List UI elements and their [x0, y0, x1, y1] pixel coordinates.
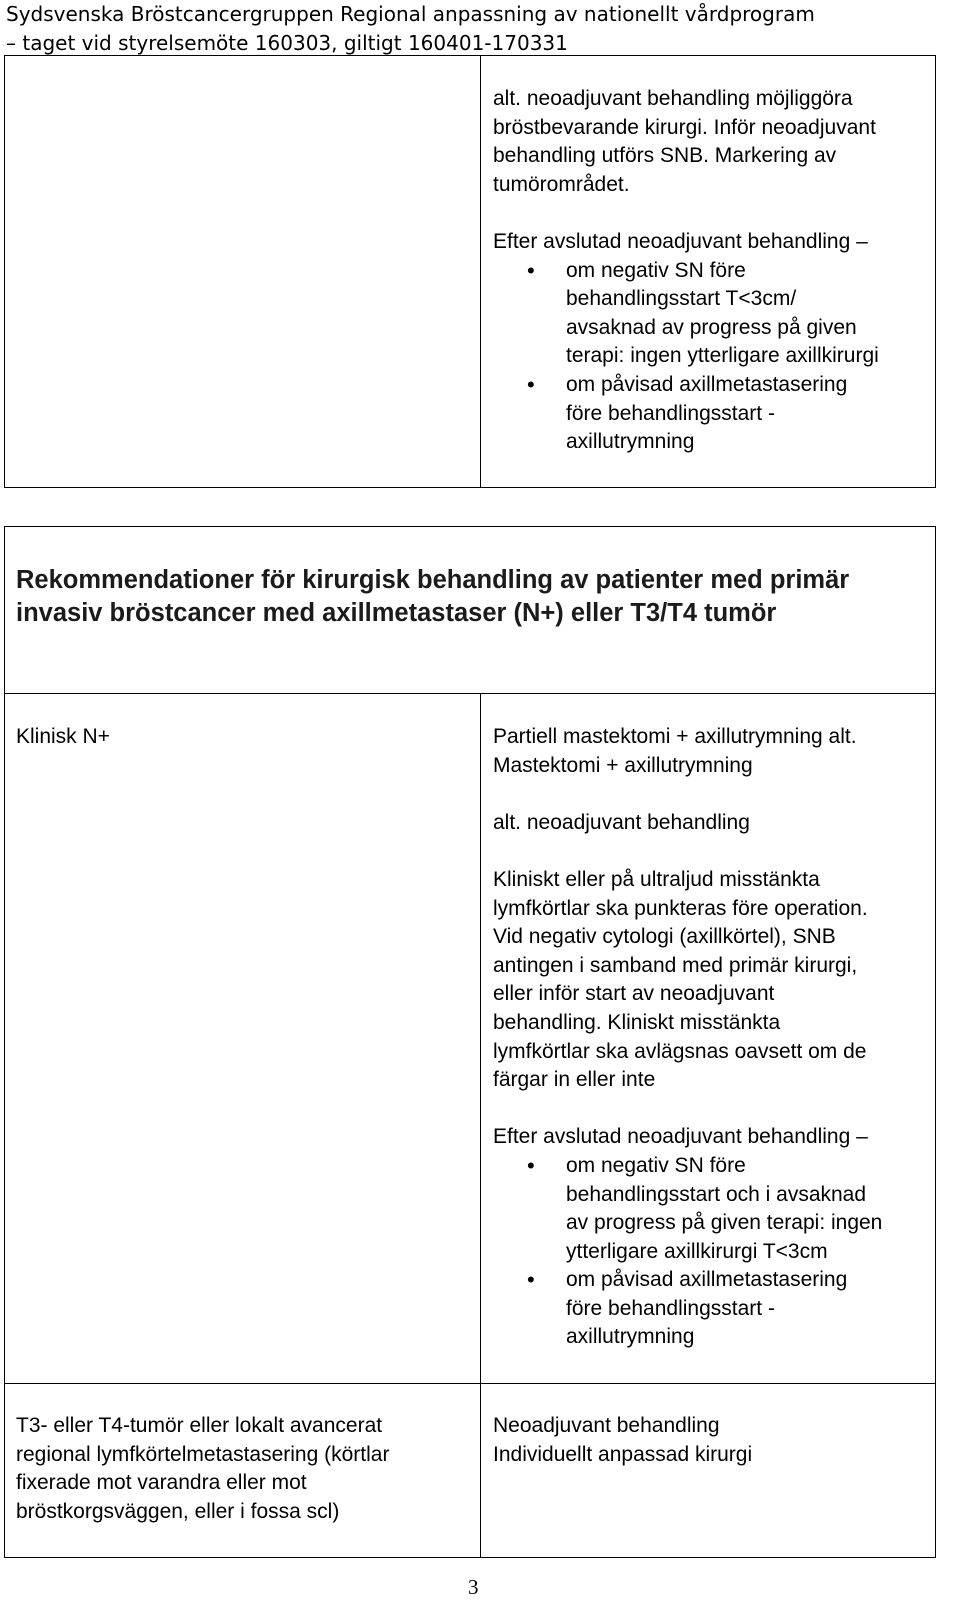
header-title: Sydsvenska Bröstcancergruppen Regional anpassning av nationellt vårdprogram — [6, 2, 815, 26]
text-line: Individuellt anpassad kirurgi — [493, 1442, 753, 1466]
header-subtitle: – taget vid styrelsemöte 160303, giltigt 160401-170331 — [6, 31, 568, 55]
top-table-bottom-border — [4, 487, 936, 488]
top-table-top-border — [4, 55, 936, 56]
top-table-divider — [480, 55, 481, 487]
text-line: eller inför start av neoadjuvant — [493, 982, 775, 1006]
text-line: alt. neoadjuvant behandling möjliggöra — [493, 87, 853, 110]
row-divider — [4, 1383, 936, 1384]
text-line: behandling utförs SNB. Markering av — [493, 144, 837, 168]
text-line: Vid negativ cytologi (axillkörtel), SNB — [493, 925, 836, 949]
text-line: antingen i samband med primär kirurgi, — [493, 953, 858, 977]
after-treatment-heading: Efter avslutad neoadjuvant behandling – — [493, 229, 868, 253]
after-treatment-heading: Efter avslutad neoadjuvant behandling – — [493, 1125, 868, 1149]
bullet-list — [493, 257, 933, 457]
row1-left-cell — [16, 723, 466, 752]
text-line: behandling. Kliniskt misstänkta — [493, 1010, 781, 1034]
clinical-n-label: Klinisk N+ — [16, 725, 110, 748]
bottom-table-top-border — [4, 526, 936, 527]
top-right-cell — [493, 85, 933, 457]
text-line: Mastektomi + axillutrymning — [493, 753, 753, 777]
text-line: bröstbevarande kirurgi. Inför neoadjuvant — [493, 115, 876, 139]
row2-left-cell — [16, 1412, 471, 1526]
bottom-table-right-border — [935, 526, 936, 1557]
bottom-table-bottom-border — [4, 1557, 936, 1558]
text-line: regional lymfkörtelmetastasering (körtlar — [16, 1442, 390, 1466]
text-line: lymfkörtlar ska punkteras före operation. — [493, 896, 868, 920]
text-line: fixerade mot varandra eller mot — [16, 1471, 307, 1495]
bullet-item: • om påvisad axillmetastasering före behandlingsstart - axillutrymning — [493, 371, 933, 457]
page-number: 3 — [468, 1575, 479, 1599]
text-line: tumörområdet. — [493, 172, 630, 196]
row1-right-cell — [493, 723, 933, 1352]
bullet-item: • om negativ SN före behandlingsstart och i avsaknad av progress på given terapi: ingen ytterligare axillkirurgi T<3cm — [493, 1152, 933, 1266]
text-line: alt. neoadjuvant behandling — [493, 810, 750, 834]
bullet-item: • om påvisad axillmetastasering före behandlingsstart - axillutrymning — [493, 1266, 933, 1352]
row2-right-cell — [493, 1412, 933, 1469]
text-line: T3- eller T4-tumör eller lokalt avancerat — [16, 1414, 383, 1437]
bullet-list — [493, 1152, 933, 1352]
section-heading: Rekommendationer för kirurgisk behandling av patienter med primär invasiv bröstcancer med axillmetastaser (N+) eller T3/T4 tumör — [16, 566, 850, 627]
text-line: färgar in eller inte — [493, 1068, 656, 1092]
document-header — [0, 0, 960, 58]
text-line: bröstkorgsväggen, eller i fossa scl) — [16, 1499, 340, 1523]
text-line: Kliniskt eller på ultraljud misstänkta — [493, 867, 820, 891]
text-line: Partiell mastektomi + axillutrymning alt. — [493, 725, 857, 748]
text-line: Neoadjuvant behandling — [493, 1414, 720, 1437]
bottom-table-divider — [480, 693, 481, 1557]
top-table-right-border — [935, 55, 936, 487]
bullet-item: • om negativ SN före behandlingsstart T<3cm/ avsaknad av progress på given terapi: ingen ytterligare axillkirurgi — [493, 257, 933, 371]
heading-row-bottom-border — [4, 693, 936, 694]
text-line: lymfkörtlar ska avlägsnas oavsett om de — [493, 1039, 867, 1063]
bottom-table-left-border — [4, 526, 5, 1557]
top-table-left-border — [4, 55, 5, 487]
